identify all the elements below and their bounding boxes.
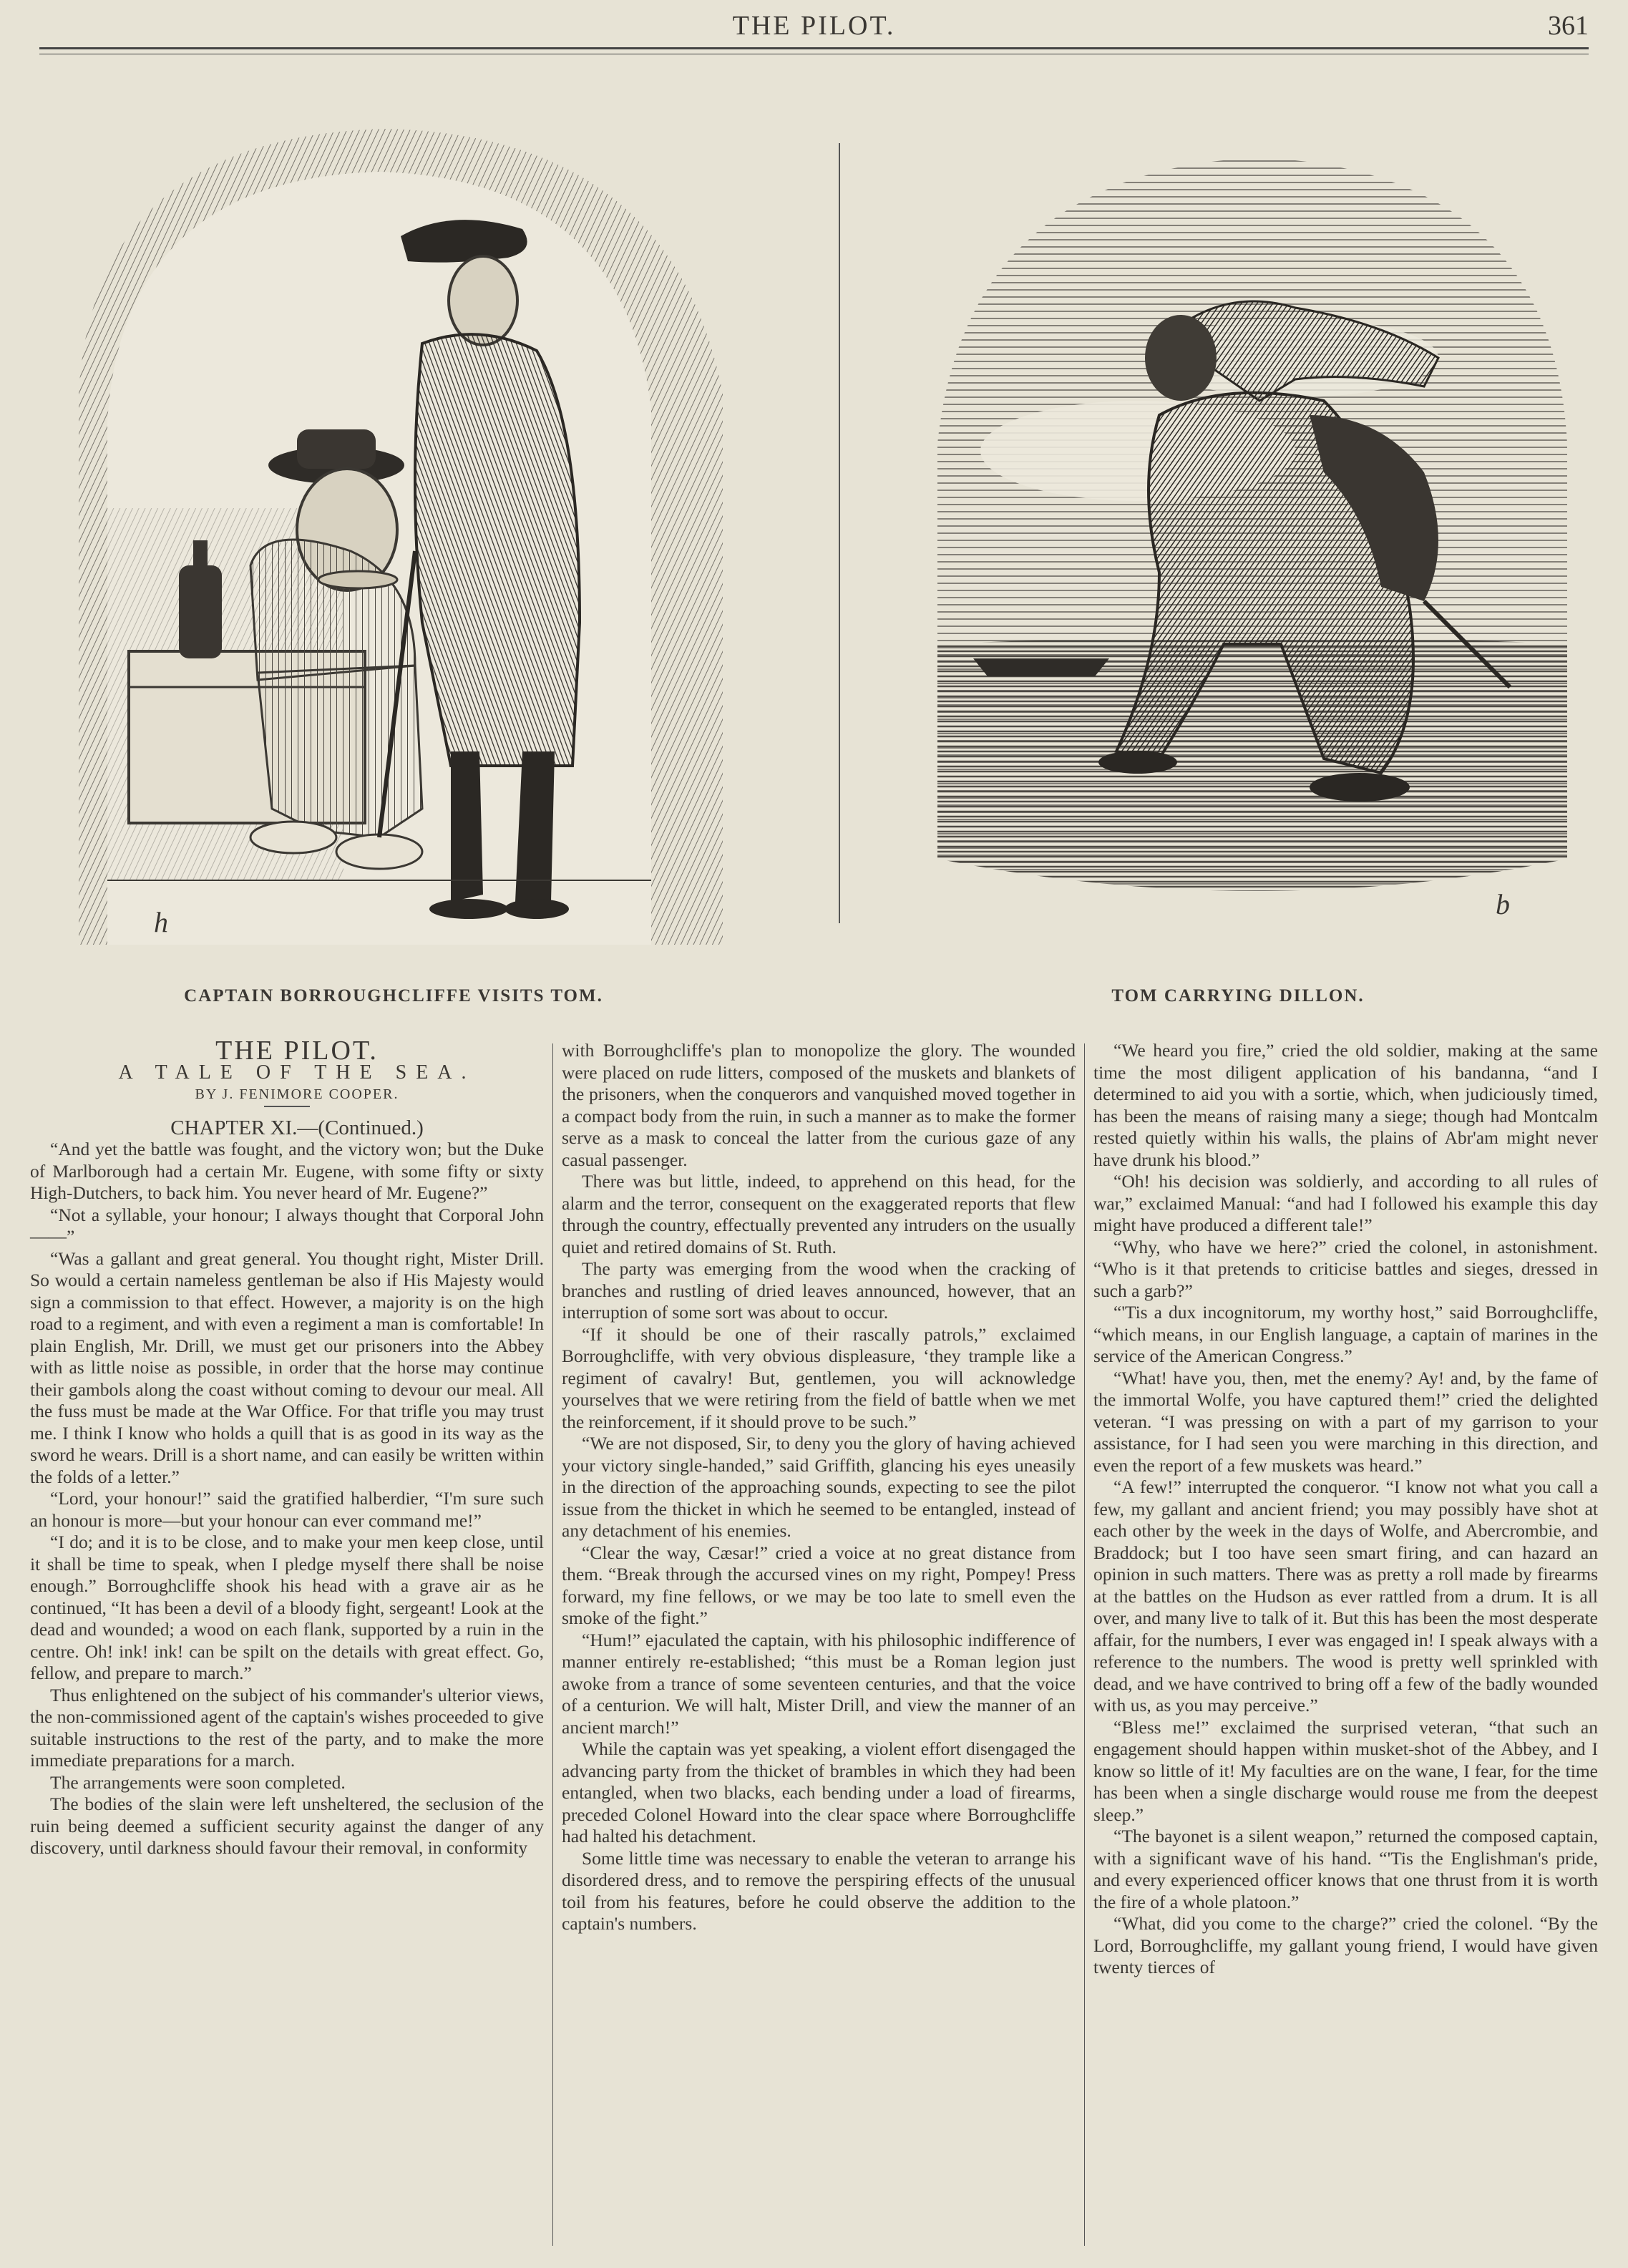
paragraph: “We are not disposed, Sir, to deny you the glory of having achieved your victory single-handed,” said Griffith, glancing his eyes uneasily in the direction of the approaching sounds, expecting to see the pilot issue from the thicket in which he seemed to be entangled, instead of any detachment of his enemies. xyxy=(562,1433,1076,1541)
paragraph: “Was a gallant and great general. You thought right, Mister Drill. So would a certain nameless gentleman be also if His Majesty would sign a commission to that effect. However, a majority is on the high road to a regiment, and with even a regiment a man is comfortable! In plain English, Mr. Drill, we must get our prisoners into the Abbey with as little noise as possible, in order that the horse may continue their gambols along the coast without coming to devour our meal. All the fuss must be made at the War Office. For that trifle you may trust me. I think I know who holds a quill that is as good in its way as the sword he wears. Drill is a short name, and can easily be written within the folds of a letter.” xyxy=(30,1247,544,1487)
artist-mark-left: h xyxy=(154,906,168,938)
paragraph: “Bless me!” exclaimed the surprised veteran, “that such an engagement should happen within musket-shot of the Abbey, and I know so little of it! My faculties are on the wane, I fear, for the time has been when a single discharge would rouse me from the deepest sleep.” xyxy=(1093,1716,1598,1825)
paragraph: “If it should be one of their rascally patrols,” exclaimed Borroughcliffe, with very obvious displeasure, ‘they trample like a regiment of cavalry! But, gentlemen, you will acknowledge yourselves that we were retiring from the field of battle when we met the reinforcement, if it should prove to be such.” xyxy=(562,1323,1076,1432)
paragraph: “What, did you come to the charge?” cried the colonel. “By the Lord, Borroughcliffe, my gallant young friend, I would have given twenty tierces of xyxy=(1093,1913,1598,1977)
story-title: THE PILOT. xyxy=(215,1036,379,1066)
text-column-right xyxy=(1093,1040,1598,1979)
paragraph: While the captain was yet speaking, a violent effort disengaged the advancing party from the thicket of brambles in which they had been entangled, when two blacks, each bending under a load of firearms, preceded Colonel Howard into the clear space where Borroughcliffe had halted his detachment. xyxy=(562,1738,1076,1846)
paragraph: “What! have you, then, met the enemy? Ay! and, by the fame of the immortal Wolfe, you have captured them!” cried the delighted veteran. “I was pressing on with a part of my garrison to your assistance, for I had seen you were marching in this direction, and even the report of a few muskets was heard.” xyxy=(1093,1367,1598,1476)
paragraph: with Borroughcliffe's plan to monopolize the glory. The wounded were placed on rude litters, composed of the muskets and blankets of the prisoners, when the conquerors and vanquished moved together in a compact body from the ruin, in such a manner as to make the former serve as a mask to conceal the latter from the curious gaze of any casual passenger. xyxy=(562,1040,1076,1170)
paragraph: “And yet the battle was fought, and the victory won; but the Duke of Marlborough had a certain Mr. Eugene, with some fifty or sixty High-Dutchers, to back him. You never heard of Mr. Eugene?” xyxy=(30,1139,544,1203)
paragraph: There was but little, indeed, to apprehend on this head, for the alarm and the terror, consequent on the exaggerated reports that flew through the country, effectually prevented any intruders on the usually quiet and retired domains of St. Ruth. xyxy=(562,1171,1076,1257)
story-author: BY J. FENIMORE COOPER. xyxy=(195,1086,399,1102)
paragraph: “Why, who have we here?” cried the colonel, in astonishment. “Who is it that pretends to criticise battles and sieges, dressed in such a garb?” xyxy=(1093,1236,1598,1301)
story-subtitle: A TALE OF THE SEA. xyxy=(118,1061,476,1084)
text-column-left xyxy=(30,1036,544,1859)
chapter-heading: CHAPTER XI.—(Continued.) xyxy=(170,1116,424,1139)
column-divider-1 xyxy=(552,1043,553,2246)
illustration-borroughcliffe-visits-tom xyxy=(79,122,744,945)
paragraph: The party was emerging from the wood when the cracking of branches and rustling of dried leaves announced, however, that an interruption of some sort was about to occur. xyxy=(562,1258,1076,1323)
paragraph: “We heard you fire,” cried the old soldier, making at the same time the most diligent application of his bandanna, “and I determined to aid you with a sortie, which, when judiciously timed, has been the means of raising many a siege; though had Montcalm rested quietly within his walls, the plains of Abr'am might never have drunk his blood.” xyxy=(1093,1040,1598,1170)
caption-left: CAPTAIN BORROUGHCLIFFE VISITS TOM. xyxy=(184,986,603,1006)
paragraph: “Lord, your honour!” said the gratified halberdier, “I'm sure such an honour is more—but your honour can ever command me!” xyxy=(30,1488,544,1531)
paragraph: Some little time was necessary to enable the veteran to arrange his disordered dress, and to remove the perspiring effects of the unusual toil from his features, before he could observe the addition to the captain's numbers. xyxy=(562,1847,1076,1934)
illustration-tom-carrying-dillon xyxy=(923,143,1581,930)
caption-right: TOM CARRYING DILLON. xyxy=(1111,986,1365,1006)
illustration-divider xyxy=(839,143,840,923)
artist-mark-right: b xyxy=(1496,888,1510,920)
paragraph: “Hum!” ejaculated the captain, with his philosophic indifference of manner entirely re-established; “this must be a Roman legion just awoke from a trance of some seventeen centuries, and that the voice of a centurion. We will halt, Mister Drill, and view the manner of an ancient march!” xyxy=(562,1629,1076,1738)
header-rule xyxy=(39,47,1589,54)
paragraph: “Oh! his decision was soldierly, and according to all rules of war,” exclaimed Manual: “and had I followed his example this day might have produced a different tale!” xyxy=(1093,1171,1598,1235)
paragraph: “A few!” interrupted the conqueror. “I know not what you call a few, my gallant and ancient friend; you may possibly have shot at each other by the week in the days of Wolfe, and Abercrombie, and Braddock; but I too have seen smart firing, and can hazard an opinion in such matters. There was as pretty a roll made by firearms at the battles on the Hudson as ever rattled from a drum. It is all over, and many live to talk of it. But this has been the most desperate affair, for the numbers, I ever was engaged in! I speak always with a reference to the numbers. The wood is pretty well sprinkled with dead, and we have contrived to bring off a few of the badly wounded with us, as you may perceive.” xyxy=(1093,1476,1598,1715)
paragraph: “'Tis a dux incognitorum, my worthy host,” said Borroughcliffe, “which means, in our English language, a captain of marines in the service of the American Congress.” xyxy=(1093,1302,1598,1366)
text-column-middle xyxy=(562,1040,1076,1935)
title-rule xyxy=(264,1106,310,1107)
paragraph: The bodies of the slain were left unsheltered, the seclusion of the ruin being deemed a sufficient security against the danger of any discovery, until darkness should favour their removal, in conformity xyxy=(30,1794,544,1858)
running-head xyxy=(39,10,1589,47)
paragraph: The arrangements were soon completed. xyxy=(50,1771,346,1793)
running-title: THE PILOT. xyxy=(732,11,896,41)
paragraph: “The bayonet is a silent weapon,” returned the composed captain, with a significant wave of his hand. “'Tis the Englishman's pride, and every experienced officer knows that one thrust from it is worth the fire of a whole platoon.” xyxy=(1093,1826,1598,1912)
column-divider-2 xyxy=(1084,1043,1085,2246)
page-number: 361 xyxy=(1548,11,1589,41)
paragraph: “Not a syllable, your honour; I always thought that Corporal John——” xyxy=(30,1204,544,1247)
paragraph: Thus enlightened on the subject of his commander's ulterior views, the non-commissioned agent of the captain's wishes proceeded to give suitable instructions to the rest of the party, and to make the more immediate preparations for a march. xyxy=(30,1684,544,1771)
paragraph: “Clear the way, Cæsar!” cried a voice at no great distance from them. “Break through the accursed vines on my right, Pompey! Press forward, my fine fellows, or we may be too late to smell even the smoke of the fight.” xyxy=(562,1542,1076,1628)
paragraph: “I do; and it is to be close, and to make your men keep close, until it shall be time to speak, when I pledge myself there shall be noise enough.” Borroughcliffe shook his head with a grave air as he continued, “It has been a devil of a bloody fight, sergeant! Look at the dead and wounded; a wood on each flank, supported by a ruin in the centre. Oh! ink! ink! can be spilt on the details with great effect. Go, fellow, and prepare to march.” xyxy=(30,1532,544,1683)
